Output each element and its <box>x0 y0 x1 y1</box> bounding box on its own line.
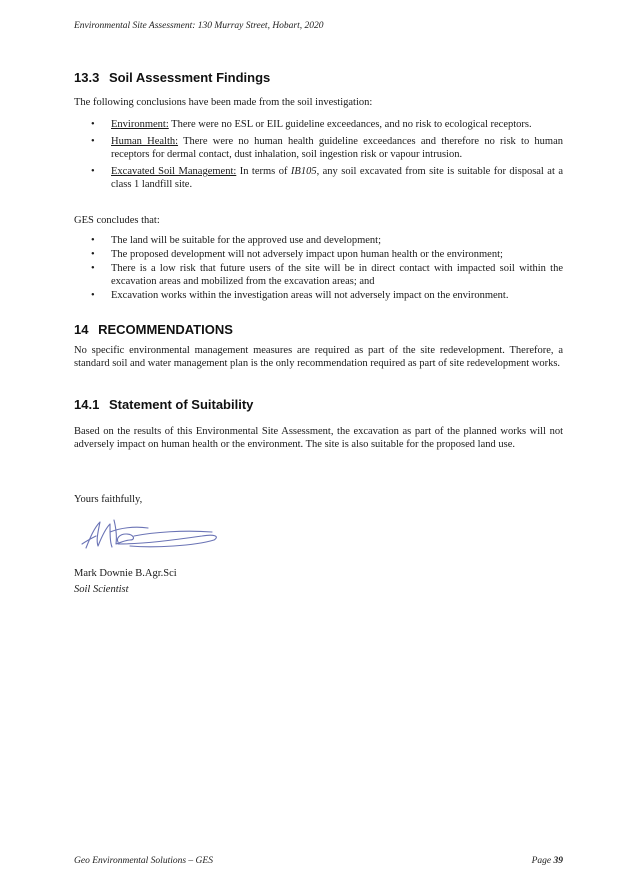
signer-title: Soil Scientist <box>74 584 129 595</box>
finding-text: There were no human health guideline exceedances and therefore no risk to human receptors for dermal contact, dust inhalation, soil ingestion risk or vapour intrusion. <box>111 136 563 160</box>
conclusion-item <box>74 234 563 247</box>
finding-item-excavated-soil <box>74 165 563 191</box>
finding-item-environment <box>74 118 563 131</box>
finding-term: Excavated Soil Management: <box>111 166 237 177</box>
section-number: 14.1 <box>74 397 100 412</box>
bullet-icon: • <box>91 235 95 246</box>
soil-findings-intro: The following conclusions have been made from the soil investigation: <box>74 97 373 108</box>
finding-term: Environment: <box>111 119 169 130</box>
page-content <box>74 68 563 596</box>
conclusion-text: Excavation works within the investigation areas will not adversely impact on the environment. <box>111 290 509 301</box>
section-heading-14-1 <box>74 397 563 412</box>
footer-page <box>532 856 563 866</box>
signature-image <box>74 514 224 558</box>
recommendations-paragraph: No specific environmental management measures are required as part of the site redevelopment. Therefore, a standard soil and water management plan is the only recommendation required as part of site redevelopment works. <box>74 345 563 369</box>
running-header: Environmental Site Assessment: 130 Murray Street, Hobart, 2020 <box>74 21 324 31</box>
finding-text: In terms of <box>236 166 291 177</box>
page-number: 39 <box>553 856 563 866</box>
closing-salutation: Yours faithfully, <box>74 494 143 505</box>
conclusion-text: There is a low risk that future users of the site will be in direct contact with impacted soil within the excavation areas and mobilized from the excavation areas; and <box>111 263 563 287</box>
soil-findings-list <box>74 118 563 191</box>
page-label: Page <box>531 856 552 866</box>
bullet-icon: • <box>91 136 95 147</box>
section-heading-14 <box>74 322 563 337</box>
bullet-icon: • <box>91 290 95 301</box>
section-title: Soil Assessment Findings <box>108 70 271 85</box>
conclusion-text: The proposed development will not adversely impact upon human health or the environment; <box>111 249 503 260</box>
section-number: 14 <box>74 322 89 337</box>
finding-text: , any soil excavated from site is suitable for disposal at a class 1 landfill site. <box>111 166 563 190</box>
conclusion-text: The land will be suitable for the approved use and development; <box>111 235 382 246</box>
finding-item-human-health <box>74 135 563 161</box>
footer-company: Geo Environmental Solutions – GES <box>74 856 213 866</box>
suitability-paragraph: Based on the results of this Environmental Site Assessment, the excavation as part of the planned works will not adversely impact on human health or the environment. The site is also suitable for the proposed land use. <box>74 426 563 450</box>
bullet-icon: • <box>91 119 95 130</box>
section-title: Statement of Suitability <box>108 397 254 412</box>
conclusion-item <box>74 248 563 261</box>
signer-name: Mark Downie B.Agr.Sci <box>74 568 177 579</box>
finding-reference: IB105 <box>290 166 317 177</box>
finding-term: Human Health: <box>111 136 179 147</box>
bullet-icon: • <box>91 166 95 177</box>
conclusion-item <box>74 289 563 302</box>
finding-text: There were no ESL or EIL guideline exceedances, and no risk to ecological receptors. <box>168 119 532 130</box>
conclusion-item <box>74 262 563 288</box>
section-heading-13-3 <box>74 70 563 85</box>
bullet-icon: • <box>91 249 95 260</box>
bullet-icon: • <box>91 263 95 274</box>
section-title: RECOMMENDATIONS <box>98 322 233 337</box>
ges-conclusions-list <box>74 234 563 302</box>
ges-conclusions-intro: GES concludes that: <box>74 215 160 226</box>
section-number: 13.3 <box>74 70 100 85</box>
